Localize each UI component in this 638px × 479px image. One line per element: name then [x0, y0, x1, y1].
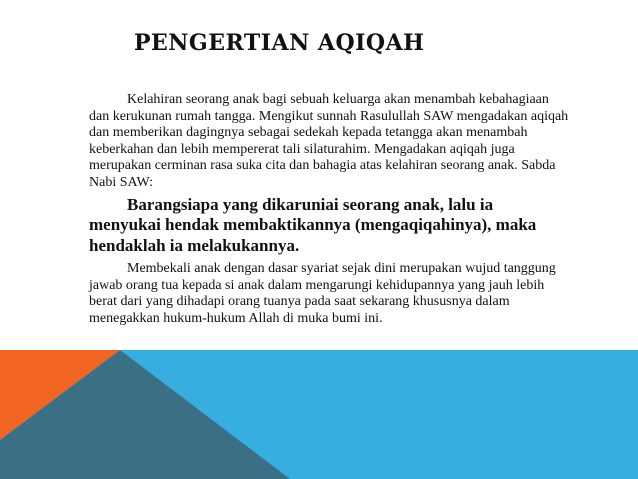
paragraph-hadith-quote: Barangsiapa yang dikaruniai seorang anak, lalu ia menyukai hendak membaktikannya (mengaqiqahinya), maka hendaklah ia melakukannya. [89, 194, 537, 255]
paragraph-closing: Membekali anak dengan dasar syariat sejak dini merupakan wujud tanggung jawab orang tua kepada si anak dalam mengarungi kehidupannya yang jauh lebih berat dari yang dihadapi orang tuanya pada saat sekarang khususnya dalam menegakkan hukum-hukum Allah di muka bumi ini. [89, 261, 556, 326]
slide-title: PENGERTIAN AQIQAH [134, 30, 425, 56]
slide-body [89, 92, 569, 327]
paragraph-intro: Kelahiran seorang anak bagi sebuah keluarga akan menambah kebahagiaan dan kerukunan rumah tangga. Mengikut sunnah Rasulullah SAW mengadakan aqiqah dan memberikan dagingnya sebagai sedekah kepada tetangga akan menambah keberkahan dan lebih mempererat tali silaturahim. Mengadakan aqiqah juga merupakan cerminan rasa suka cita dan bahagia atas kelahiran seorang anak. Sabda Nabi SAW: [89, 92, 569, 190]
